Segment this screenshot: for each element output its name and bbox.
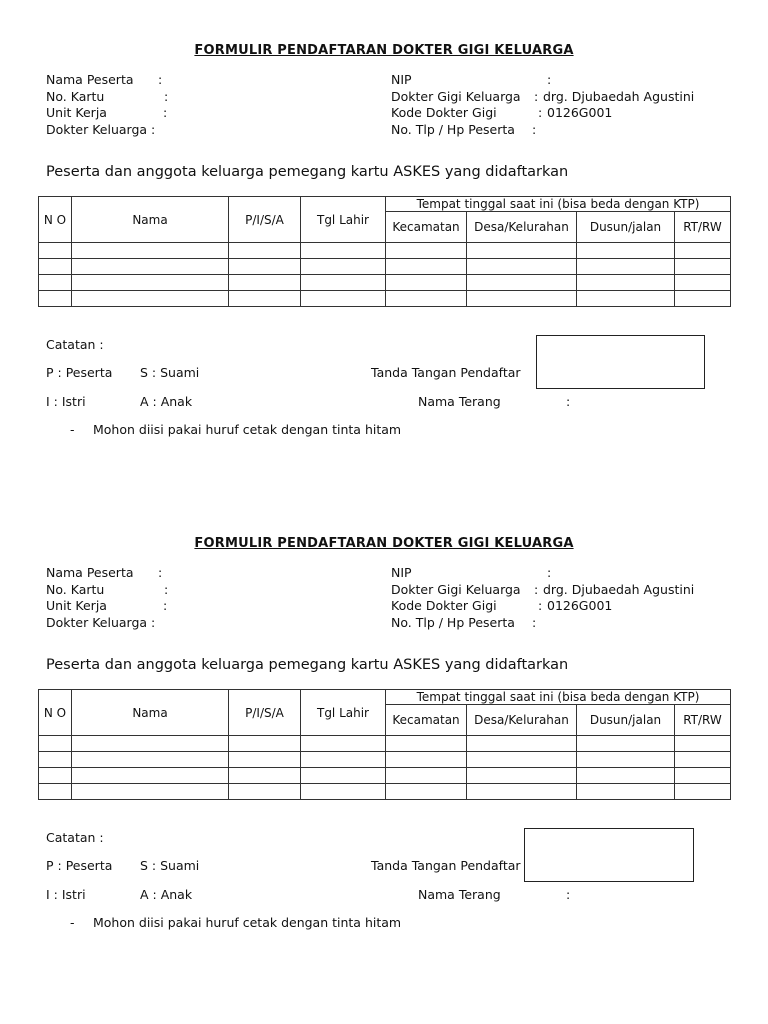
table-cell[interactable]: [386, 736, 467, 752]
table-cell[interactable]: [39, 736, 72, 752]
table-cell[interactable]: [577, 259, 675, 275]
table-cell[interactable]: [229, 243, 301, 259]
header-tempat-tinggal: Tempat tinggal saat ini (bisa beda dengan KTP): [386, 690, 731, 705]
field-value[interactable]: 0126G001: [547, 598, 613, 613]
header-psa: P/I/S/A: [229, 690, 301, 736]
header-rtrw: RT/RW: [675, 705, 731, 736]
table-row: [39, 291, 731, 307]
catatan-label: Catatan :: [46, 337, 104, 352]
table-cell[interactable]: [72, 243, 229, 259]
registration-form: [0, 493, 768, 973]
field-unit-kerja: [46, 105, 376, 122]
field-kode-dokter-gigi: [391, 598, 751, 615]
form-title: FORMULIR PENDAFTARAN DOKTER GIGI KELUARGA: [194, 43, 574, 58]
legend-suami: S : Suami: [140, 858, 200, 873]
participant-info: [46, 72, 376, 138]
signature-box[interactable]: [524, 828, 694, 882]
participant-info: [46, 565, 376, 631]
field-colon: :: [158, 565, 163, 580]
nama-terang-label: Nama Terang: [418, 394, 501, 409]
field-nama-peserta: [46, 72, 376, 89]
table-cell[interactable]: [72, 736, 229, 752]
table-cell[interactable]: [229, 259, 301, 275]
table-cell[interactable]: [229, 784, 301, 800]
field-colon: :: [158, 72, 163, 87]
table-cell[interactable]: [39, 784, 72, 800]
field-label: Dokter Keluarga :: [46, 121, 156, 137]
form-title: FORMULIR PENDAFTARAN DOKTER GIGI KELUARGA: [194, 536, 574, 551]
table-cell[interactable]: [467, 275, 577, 291]
table-cell[interactable]: [39, 752, 72, 768]
table-row: [39, 275, 731, 291]
legend-anak: A : Anak: [140, 887, 193, 902]
legend-peserta: P : Peserta: [46, 858, 113, 873]
table-cell[interactable]: [577, 752, 675, 768]
field-colon: :: [547, 565, 552, 580]
field-nama-peserta: [46, 565, 376, 582]
table-cell[interactable]: [577, 275, 675, 291]
family-members-table: [38, 196, 731, 307]
legend-suami: S : Suami: [140, 365, 200, 380]
table-cell[interactable]: [72, 768, 229, 784]
legend-anak: A : Anak: [140, 394, 193, 409]
table-cell[interactable]: [675, 259, 731, 275]
table-cell[interactable]: [39, 768, 72, 784]
field-unit-kerja: [46, 598, 376, 615]
table-cell[interactable]: [467, 291, 577, 307]
section-subtitle: Peserta dan anggota keluarga pemegang kartu ASKES yang didaftarkan: [46, 657, 569, 673]
table-cell[interactable]: [675, 768, 731, 784]
table-cell[interactable]: [72, 784, 229, 800]
table-cell[interactable]: [386, 768, 467, 784]
table-cell[interactable]: [467, 736, 577, 752]
table-cell[interactable]: [386, 259, 467, 275]
header-desa: Desa/Kelurahan: [467, 212, 577, 243]
table-cell[interactable]: [301, 259, 386, 275]
field-dokter-gigi-keluarga: [391, 582, 751, 599]
field-value[interactable]: drg. Djubaedah Agustini: [543, 581, 695, 597]
field-colon: :: [163, 105, 168, 120]
table-cell[interactable]: [577, 736, 675, 752]
family-members-table: [38, 689, 731, 800]
table-cell[interactable]: [386, 291, 467, 307]
bullet-dash: -: [70, 422, 75, 437]
table-cell[interactable]: [39, 243, 72, 259]
table-cell[interactable]: [39, 291, 72, 307]
field-colon: :: [534, 581, 539, 597]
header-dusun: Dusun/jalan: [577, 705, 675, 736]
field-dokter-keluarga: [46, 615, 376, 632]
table-cell[interactable]: [675, 243, 731, 259]
table-cell[interactable]: [301, 768, 386, 784]
field-colon: :: [534, 88, 539, 104]
table-cell[interactable]: [577, 768, 675, 784]
field-label: NIP: [391, 72, 412, 87]
field-label: Unit Kerja: [46, 105, 107, 120]
header-rtrw: RT/RW: [675, 212, 731, 243]
legend-istri: I : Istri: [46, 887, 86, 902]
header-dusun: Dusun/jalan: [577, 212, 675, 243]
table-row: [39, 752, 731, 768]
field-label: Nama Peserta: [46, 72, 134, 87]
table-cell[interactable]: [675, 752, 731, 768]
table-cell[interactable]: [301, 752, 386, 768]
table-cell[interactable]: [467, 259, 577, 275]
field-label: Dokter Gigi Keluarga: [391, 88, 521, 104]
field-value[interactable]: 0126G001: [547, 105, 613, 120]
field-colon: :: [532, 121, 537, 137]
table-cell[interactable]: [72, 291, 229, 307]
signature-box[interactable]: [536, 335, 705, 389]
field-no-kartu: [46, 89, 376, 106]
header-kecamatan: Kecamatan: [386, 212, 467, 243]
field-nip: [391, 565, 751, 582]
table-cell[interactable]: [675, 291, 731, 307]
registration-form: [0, 0, 768, 480]
doctor-info: [391, 565, 751, 631]
bullet-dash: -: [70, 915, 75, 930]
table-cell[interactable]: [39, 259, 72, 275]
table-row: [39, 784, 731, 800]
field-kode-dokter-gigi: [391, 105, 751, 122]
table-cell[interactable]: [577, 784, 675, 800]
legend-istri: I : Istri: [46, 394, 86, 409]
field-no-tlp: [391, 122, 751, 139]
field-colon: :: [547, 72, 552, 87]
header-tgl-lahir: Tgl Lahir: [301, 690, 386, 736]
table-cell[interactable]: [229, 275, 301, 291]
field-colon: :: [538, 105, 543, 120]
table-cell[interactable]: [72, 752, 229, 768]
table-cell[interactable]: [301, 736, 386, 752]
field-dokter-keluarga: [46, 122, 376, 139]
header-psa: P/I/S/A: [229, 197, 301, 243]
section-subtitle: Peserta dan anggota keluarga pemegang kartu ASKES yang didaftarkan: [46, 164, 569, 180]
table-cell[interactable]: [301, 784, 386, 800]
field-colon: :: [164, 88, 169, 104]
table-cell[interactable]: [386, 243, 467, 259]
field-label: Dokter Keluarga :: [46, 614, 156, 630]
table-cell[interactable]: [229, 291, 301, 307]
table-cell[interactable]: [301, 291, 386, 307]
field-dokter-gigi-keluarga: [391, 89, 751, 106]
table-cell[interactable]: [467, 752, 577, 768]
header-nama: Nama: [72, 690, 229, 736]
header-no: N O: [39, 197, 72, 243]
nama-terang-colon: :: [566, 887, 571, 902]
table-cell[interactable]: [72, 275, 229, 291]
doctor-info: [391, 72, 751, 138]
field-label: Kode Dokter Gigi: [391, 598, 497, 613]
field-label: No. Kartu: [46, 88, 105, 104]
field-label: Unit Kerja: [46, 598, 107, 613]
tanda-tangan-label: Tanda Tangan Pendaftar: [371, 365, 521, 380]
header-kecamatan: Kecamatan: [386, 705, 467, 736]
legend-peserta: P : Peserta: [46, 365, 113, 380]
field-nip: [391, 72, 751, 89]
table-cell[interactable]: [229, 736, 301, 752]
table-cell[interactable]: [577, 243, 675, 259]
table-cell[interactable]: [229, 768, 301, 784]
header-tempat-tinggal: Tempat tinggal saat ini (bisa beda dengan KTP): [386, 197, 731, 212]
table-cell[interactable]: [675, 784, 731, 800]
field-label: No. Tlp / Hp Peserta: [391, 614, 515, 630]
catatan-label: Catatan :: [46, 830, 104, 845]
table-row: [39, 243, 731, 259]
instruction-note: Mohon diisi pakai huruf cetak dengan tinta hitam: [93, 915, 402, 930]
header-tgl-lahir: Tgl Lahir: [301, 197, 386, 243]
tanda-tangan-label: Tanda Tangan Pendaftar: [371, 858, 521, 873]
table-cell[interactable]: [39, 275, 72, 291]
field-colon: :: [538, 598, 543, 613]
table-cell[interactable]: [301, 243, 386, 259]
header-nama: Nama: [72, 197, 229, 243]
table-cell[interactable]: [386, 784, 467, 800]
table-row: [39, 768, 731, 784]
instruction-note: Mohon diisi pakai huruf cetak dengan tinta hitam: [93, 422, 402, 437]
table-row: [39, 736, 731, 752]
field-no-kartu: [46, 582, 376, 599]
table-cell[interactable]: [301, 275, 386, 291]
field-colon: :: [532, 614, 537, 630]
field-label: No. Tlp / Hp Peserta: [391, 121, 515, 137]
table-cell[interactable]: [229, 752, 301, 768]
nama-terang-colon: :: [566, 394, 571, 409]
table-cell[interactable]: [467, 784, 577, 800]
field-colon: :: [163, 598, 168, 613]
table-cell[interactable]: [675, 275, 731, 291]
table-cell[interactable]: [675, 736, 731, 752]
field-value[interactable]: drg. Djubaedah Agustini: [543, 88, 695, 104]
field-label: No. Kartu: [46, 581, 105, 597]
table-cell[interactable]: [467, 243, 577, 259]
field-label: Kode Dokter Gigi: [391, 105, 497, 120]
header-desa: Desa/Kelurahan: [467, 705, 577, 736]
field-label: Dokter Gigi Keluarga: [391, 581, 521, 597]
nama-terang-label: Nama Terang: [418, 887, 501, 902]
field-label: NIP: [391, 565, 412, 580]
field-label: Nama Peserta: [46, 565, 134, 580]
table-cell[interactable]: [72, 259, 229, 275]
header-no: N O: [39, 690, 72, 736]
field-colon: :: [164, 581, 169, 597]
table-row: [39, 259, 731, 275]
field-no-tlp: [391, 615, 751, 632]
table-cell[interactable]: [386, 752, 467, 768]
table-cell[interactable]: [386, 275, 467, 291]
table-cell[interactable]: [467, 768, 577, 784]
table-cell[interactable]: [577, 291, 675, 307]
